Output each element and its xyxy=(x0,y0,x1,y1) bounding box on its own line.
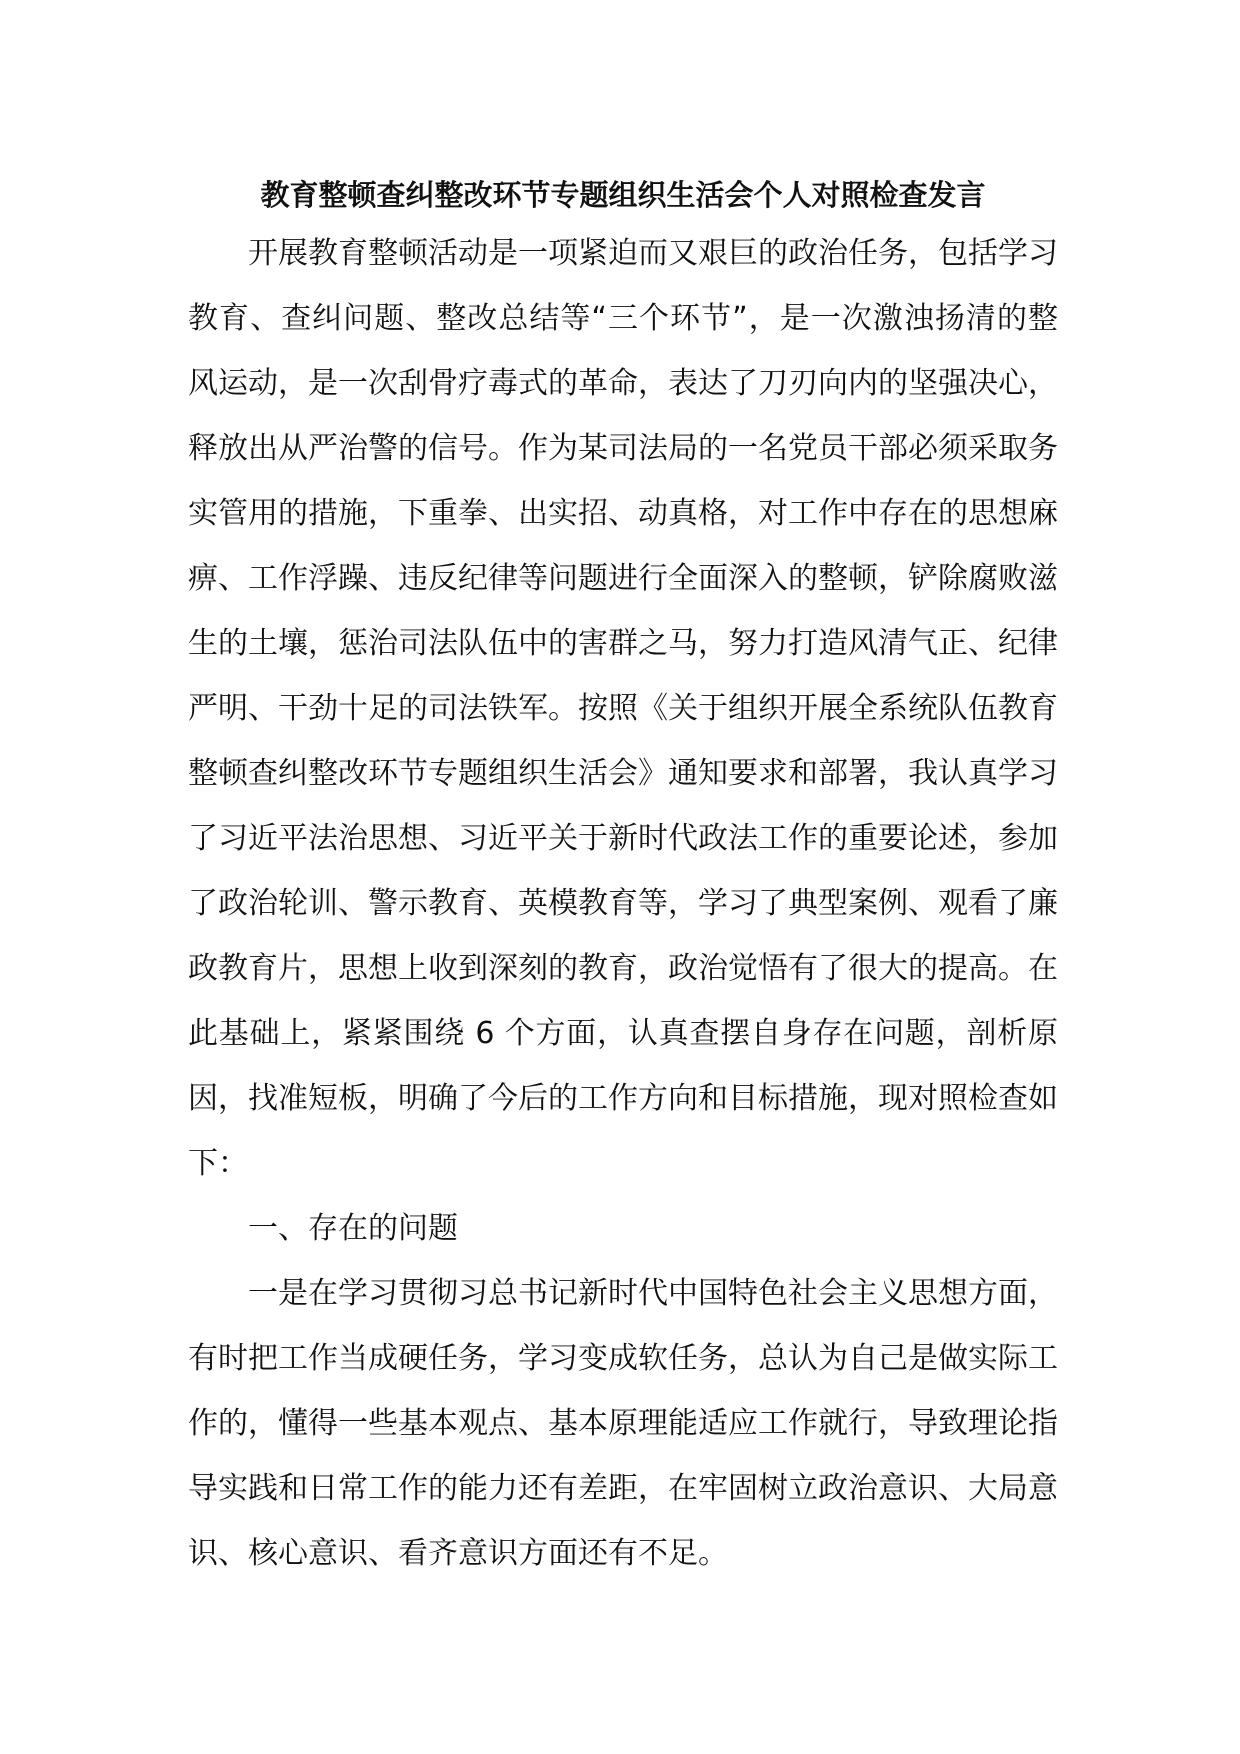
document-title: 教育整顿查纠整改环节专题组织生活会个人对照检查发言 xyxy=(260,178,986,212)
section-heading: 一、存在的问题 xyxy=(248,1211,458,1246)
document-page xyxy=(188,175,1058,1586)
intro-paragraph: 开展教育整顿活动是一项紧迫而又艰巨的政治任务，包括学习教育、查纠问题、整改总结等“三个环节”，是一次激浊扬清的整风运动，是一次刮骨疗毒式的革命，表达了刀刃向内的坚强决心，释放出从严治警的信号。作为某司法局的一名党员干部必须采取务实管用的措施，下重拳、出实招、动真格，对工作中存在的思想麻痹、工作浮躁、违反纪律等问题进行全面深入的整顿，铲除腐败滋生的土壤，惩治司法队伍中的害群之马，努力打造风清气正、纪律严明、干劲十足的司法铁军。按照《关于组织开展全系统队伍教育整顿查纠整改环节专题组织生活会》通知要求和部署，我认真学习了习近平法治思想、习近平关于新时代政法工作的重要论述，参加了政治轮训、警示教育、英模教育等，学习了典型案例、观看了廉政教育片，思想上收到深刻的教育，政治觉悟有了很大的提高。在此基础上，紧紧围绕 6 个方面，认真查摆自身存在问题，剖析原因，找准短板，明确了今后的工作方向和目标措施，现对照检查如下： xyxy=(188,236,1058,1181)
point-one-paragraph: 一是在学习贯彻习总书记新时代中国特色社会主义思想方面，有时把工作当成硬任务，学习变成软任务，总认为自己是做实际工作的，懂得一些基本观点、基本原理能适应工作就行，导致理论指导实践和日常工作的能力还有差距，在牢固树立政治意识、大局意识、核心意识、看齐意识方面还有不足。 xyxy=(188,1276,1058,1571)
